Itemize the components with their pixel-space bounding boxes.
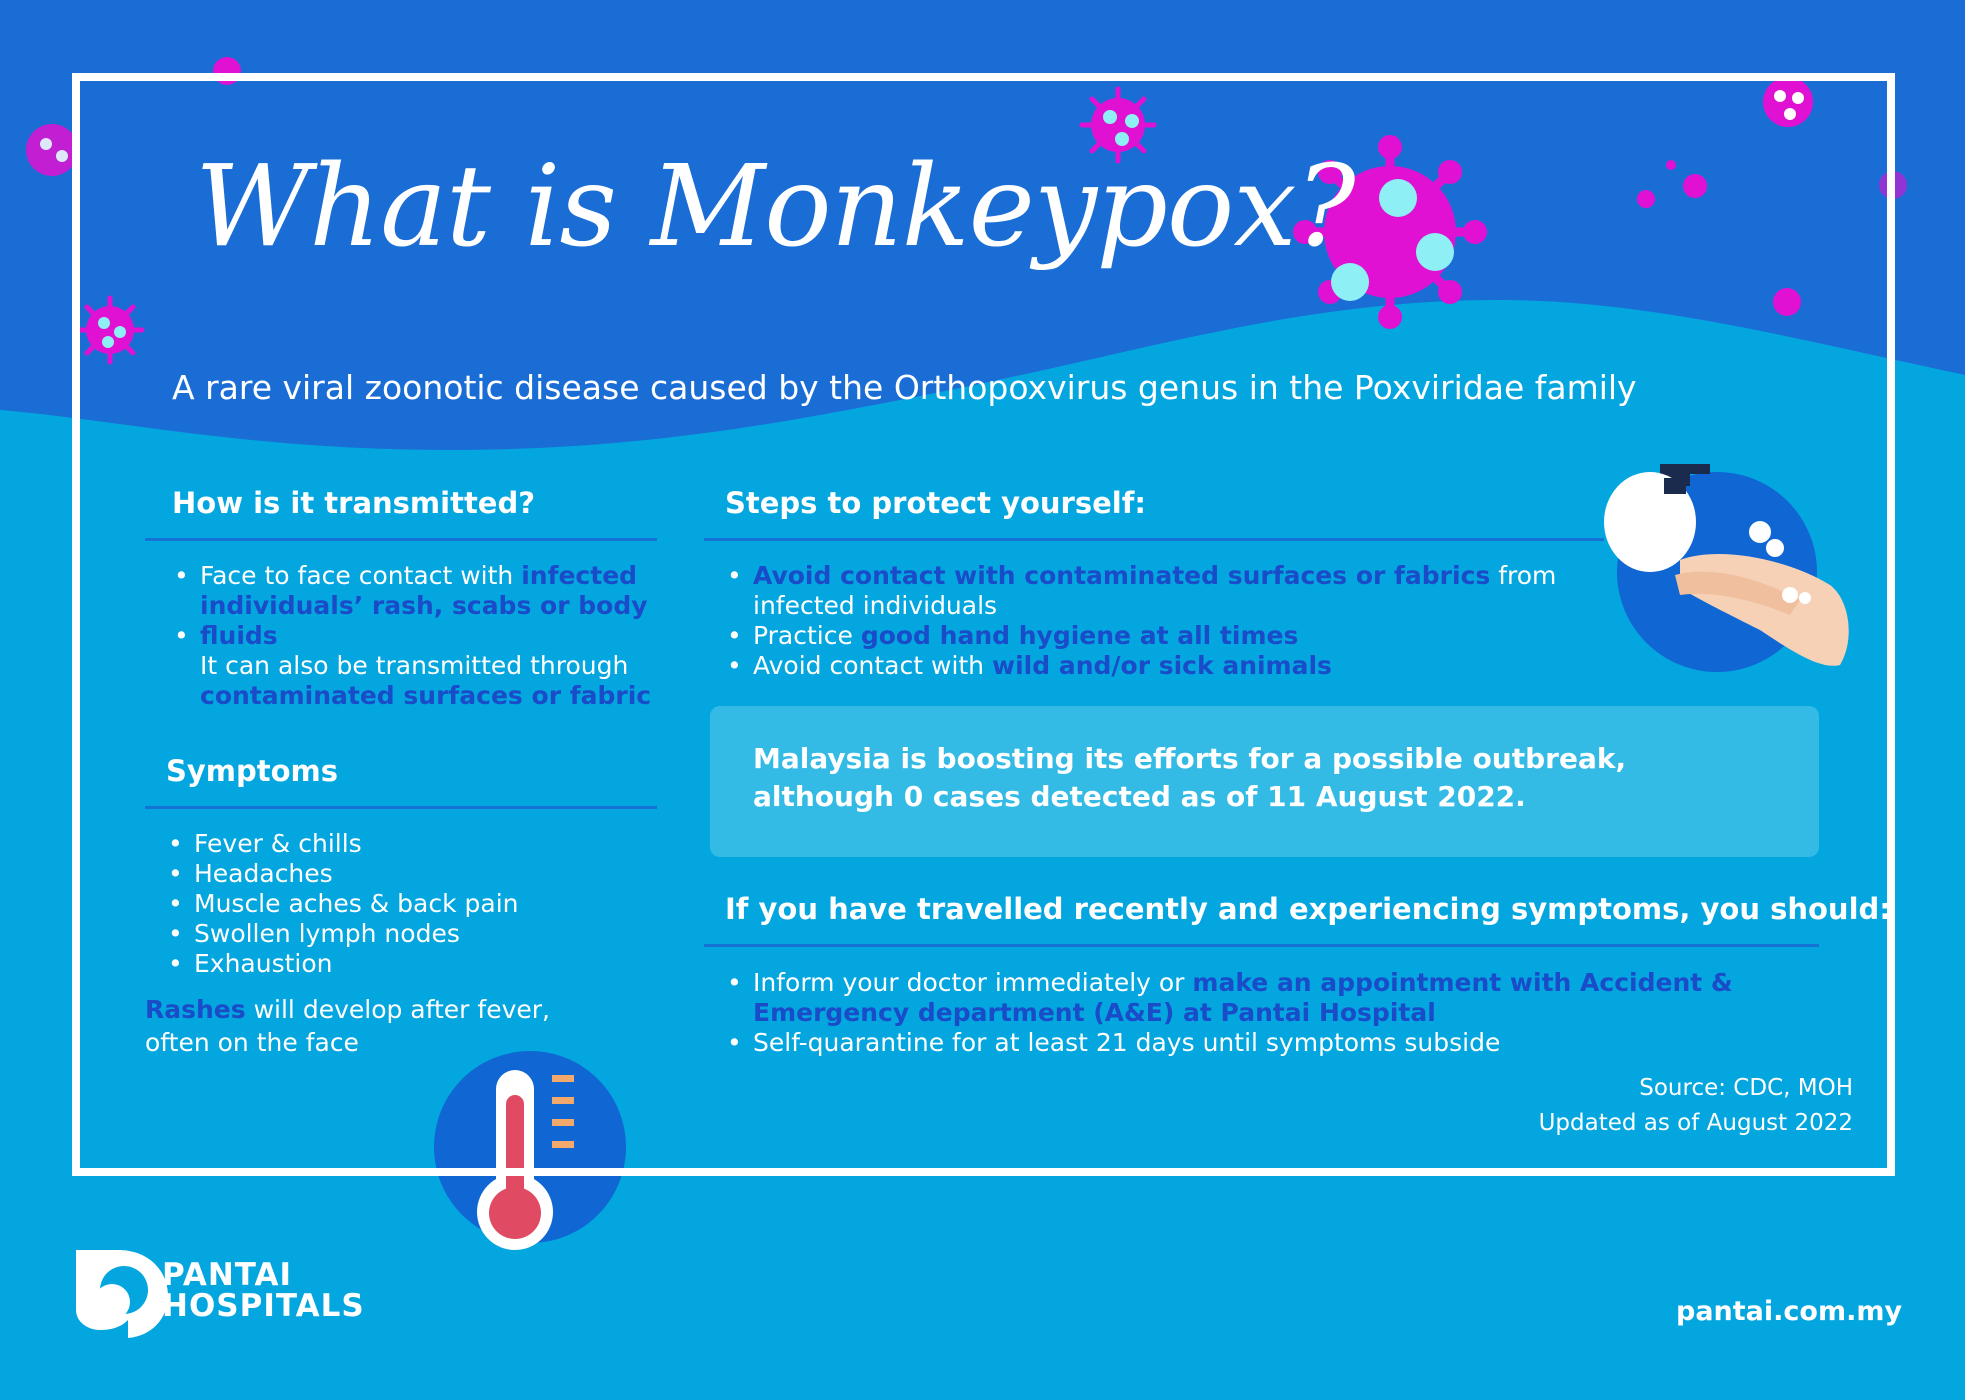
page-subtitle: A rare viral zoonotic disease caused by the Orthopoxvirus genus in the Poxviridae family — [172, 368, 1637, 407]
updated-text: Updated as of August 2022 — [1538, 1110, 1853, 1136]
divider — [704, 944, 1819, 947]
travel-list — [725, 968, 1825, 1058]
list-item: • Swollen lymph nodes — [166, 919, 646, 949]
protect-heading: Steps to protect yourself: — [725, 486, 1146, 520]
rashes-note: Rashes will develop after fever, often on the face — [145, 995, 550, 1057]
list-item: • Inform your doctor immediately or make an appointment with Accident & Emergency department (A&E) at Pantai Hospital — [725, 968, 1825, 1028]
list-item: • Avoid contact with wild and/or sick animals — [725, 651, 1625, 681]
symptoms-heading: Symptoms — [166, 754, 339, 788]
transmission-heading: How is it transmitted? — [172, 486, 536, 520]
list-item: • Face to face contact with infected individuals’ rash, scabs or body — [172, 561, 672, 621]
virus-icon — [26, 124, 78, 176]
list-item: • Headaches — [166, 859, 646, 889]
list-item: • Practice good hand hygiene at all times — [725, 621, 1625, 651]
source-text: Source: CDC, MOH — [1639, 1075, 1853, 1101]
divider — [145, 538, 657, 541]
transmission-list — [172, 561, 672, 711]
list-item: • fluids It can also be transmitted through contaminated surfaces or fabric — [172, 621, 672, 711]
website-link[interactable]: pantai.com.my — [1676, 1296, 1903, 1327]
divider — [145, 806, 657, 809]
callout-text: Malaysia is boosting its efforts for a possible outbreak, although 0 cases detected as of 11 August 2022. — [753, 742, 1627, 813]
list-item: • Muscle aches & back pain — [166, 889, 646, 919]
logo-line-2: HOSPITALS — [162, 1288, 365, 1324]
list-item: • Fever & chills — [166, 829, 646, 859]
list-item: • Self-quarantine for at least 21 days until symptoms subside — [725, 1028, 1825, 1058]
divider — [704, 538, 1604, 541]
pantai-logo-icon — [76, 1250, 168, 1338]
page-title: What is Monkeypox? — [195, 142, 1355, 272]
travel-heading: If you have travelled recently and experiencing symptoms, you should: — [725, 892, 1891, 926]
list-item: • Avoid contact with contaminated surfaces or fabrics from infected individuals — [725, 561, 1625, 621]
symptoms-list — [166, 829, 646, 979]
list-item: • Exhaustion — [166, 949, 646, 979]
logo-wordmark — [162, 1257, 365, 1324]
logo-line-1: PANTAI — [162, 1257, 293, 1293]
outbreak-callout — [710, 706, 1819, 857]
protect-list — [725, 561, 1625, 681]
